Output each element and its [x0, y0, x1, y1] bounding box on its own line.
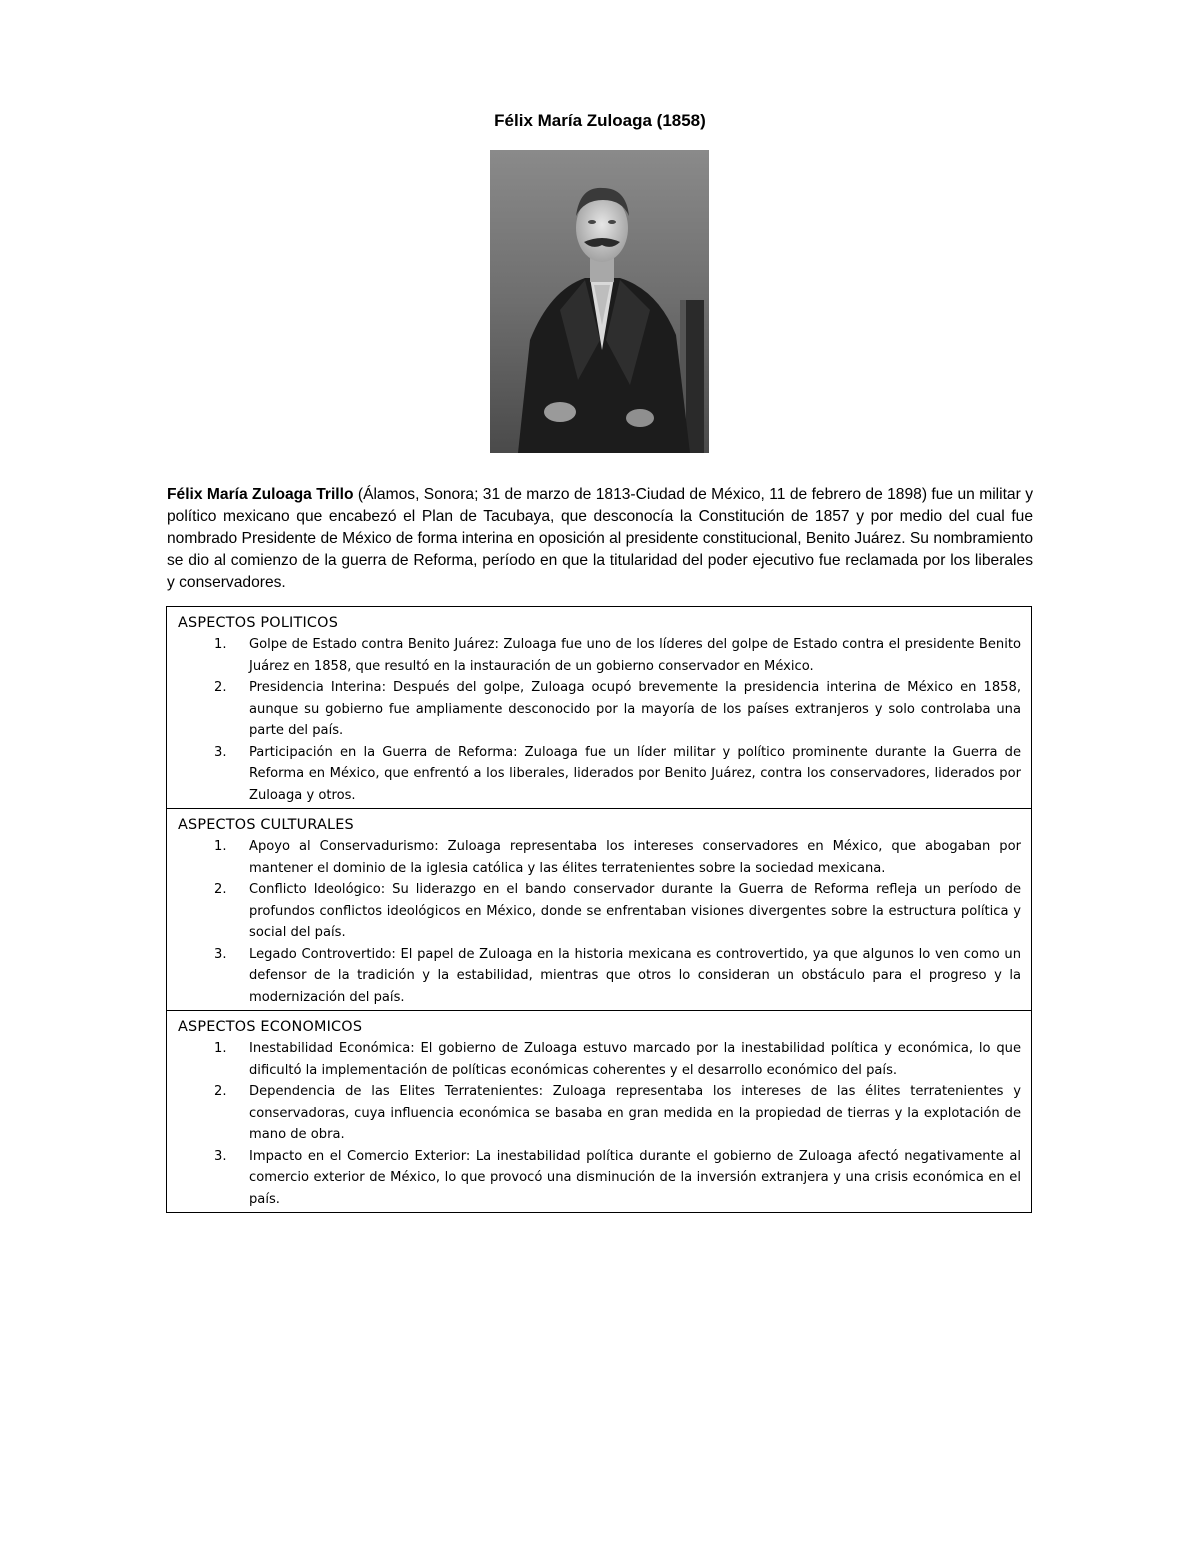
intro-paragraph [167, 484, 1033, 594]
section-title: ASPECTOS ECONOMICOS [178, 1019, 363, 1035]
list-item [178, 1038, 1021, 1081]
list-item [178, 879, 1021, 944]
item-number: 1. [214, 1041, 227, 1056]
list-item [178, 944, 1021, 1009]
item-number: 3. [214, 1148, 227, 1164]
item-number: 1. [214, 839, 227, 854]
item-number: 3. [214, 744, 227, 760]
item-number: 2. [214, 882, 227, 897]
list-item [178, 836, 1021, 879]
item-text: Dependencia de las Elites Terratenientes: Zuloaga representaba los intereses de las élites terratenientes y conservadoras, cuya influencia económica se basaba en gran medida en la propiedad de tierras y la explotación de mano de obra. [249, 1084, 1021, 1142]
section-title: ASPECTOS POLITICOS [178, 615, 339, 631]
section-politicos [167, 607, 1031, 808]
section-culturales [167, 808, 1031, 1010]
item-text: Conflicto Ideológico: Su liderazgo en el bando conservador durante la Guerra de Reforma refleja un período de profundos conflictos ideológicos en México, donde se enfrentaban visiones divergentes sobre la estructura política y social del país. [249, 882, 1021, 940]
item-text: Presidencia Interina: Después del golpe, Zuloaga ocupó brevemente la presidencia interina de México en 1858, aunque su gobierno fue ampliamente desconocido por la mayoría de los países extranjeros y solo controlaba una parte del país. [249, 680, 1021, 738]
aspects-table [166, 606, 1032, 1213]
list-item [178, 1081, 1021, 1146]
section-economicos [167, 1010, 1031, 1212]
list-item [178, 677, 1021, 742]
list-item [178, 634, 1021, 677]
section-title: ASPECTOS CULTURALES [178, 817, 354, 833]
item-text: Participación en la Guerra de Reforma: Zuloaga fue un líder militar y político prominente durante la Guerra de Reforma en México, que enfrentó a los liberales, liderados por Benito Juárez, contra los conservadores, liderados por Zuloaga y otros. [249, 744, 1021, 803]
item-text: Golpe de Estado contra Benito Juárez: Zuloaga fue uno de los líderes del golpe de Estado contra el presidente Benito Juárez en 1858, que resultó en la instauración de un gobierno conservador en México. [249, 637, 1021, 674]
item-number: 3. [214, 946, 227, 962]
item-text: Legado Controvertido: El papel de Zuloaga en la historia mexicana es controvertido, ya que algunos lo ven como un defensor de la tradición y la estabilidad, mientras que otros lo consideran un obstáculo para el progreso y la modernización del país. [249, 946, 1021, 1005]
item-number: 1. [214, 637, 227, 652]
item-number: 2. [214, 680, 227, 695]
item-text: Apoyo al Conservadurismo: Zuloaga representaba los intereses conservadores en México, que abogaban por mantener el dominio de la iglesia católica y las élites terratenientes sobre la sociedad mexicana. [249, 839, 1021, 876]
list-item [178, 742, 1021, 807]
intro-text: (Álamos, Sonora; 31 de marzo de 1813-Ciudad de México, 11 de febrero de 1898) fue un militar y político mexicano que encabezó el Plan de Tacubaya, que desconocía la Constitución de 1857 y por medio del cual fue nombrado Presidente de México de forma interina en oposición al presidente constitucional, Benito Juárez. Su nombramiento se dio al comienzo de la guerra de Reforma, período en que la titularidad del poder ejecutivo fue reclamada por los liberales y conservadores. [167, 486, 1033, 591]
item-text: Inestabilidad Económica: El gobierno de Zuloaga estuvo marcado por la inestabilidad política y económica, lo que dificultó la implementación de políticas económicas coherentes y el desarrollo económico del país. [249, 1041, 1021, 1078]
item-text: Impacto en el Comercio Exterior: La inestabilidad política durante el gobierno de Zuloaga afectó negativamente al comercio exterior de México, lo que provocó una disminución de la inversión extranjera y una crisis económica en el país. [249, 1148, 1021, 1207]
document-title: Félix María Zuloaga (1858) [494, 111, 706, 130]
item-number: 2. [214, 1084, 227, 1099]
intro-name: Félix María Zuloaga Trillo [167, 486, 354, 503]
portrait-photo [490, 150, 709, 453]
list-item [178, 1146, 1021, 1211]
